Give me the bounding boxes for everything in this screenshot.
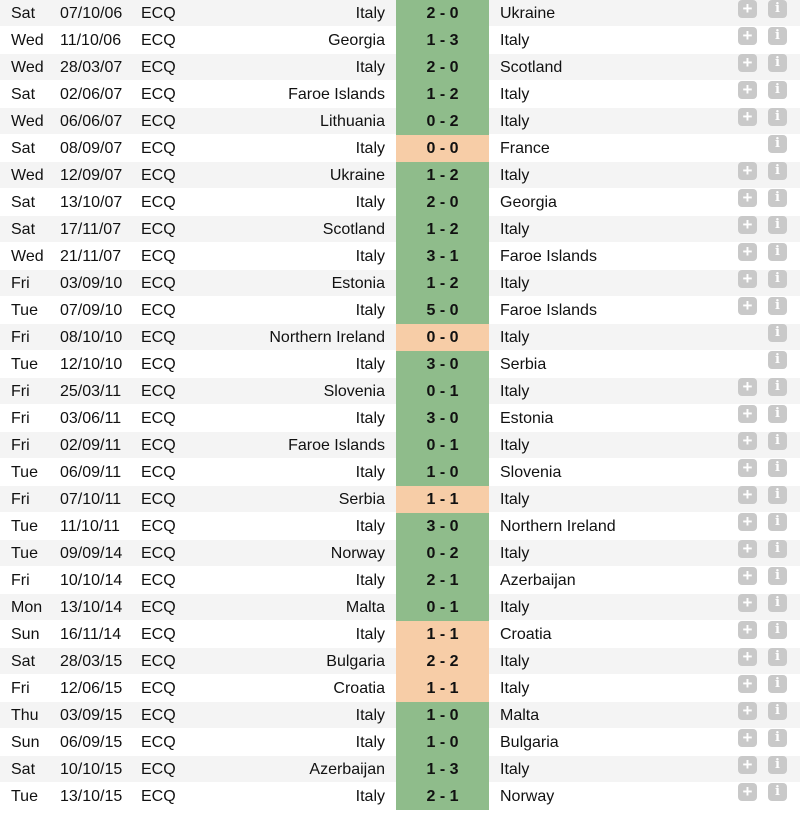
expand-plus-icon[interactable]: + [738, 378, 757, 396]
away-team[interactable]: Bulgaria [500, 734, 559, 751]
match-row [0, 540, 800, 567]
match-score[interactable]: 5 - 0 [396, 297, 489, 324]
match-date: 06/09/11 [60, 464, 122, 481]
home-team[interactable]: Italy [355, 518, 385, 535]
away-team[interactable]: Italy [500, 491, 530, 508]
home-team[interactable]: Northern Ireland [269, 329, 385, 346]
match-info-icon[interactable]: i [768, 108, 787, 126]
match-date: 07/09/10 [60, 302, 123, 319]
away-team[interactable]: Slovenia [500, 464, 562, 481]
match-day: Tue [11, 464, 38, 481]
match-day: Fri [11, 572, 30, 589]
competition: ECQ [141, 491, 176, 508]
match-score[interactable]: 3 - 0 [396, 351, 489, 378]
match-info-icon[interactable]: i [768, 162, 787, 180]
match-score[interactable]: 2 - 2 [396, 648, 489, 675]
expand-plus-icon[interactable]: + [738, 621, 757, 639]
competition: ECQ [141, 356, 176, 373]
match-row [0, 54, 800, 81]
home-team[interactable]: Italy [355, 302, 385, 319]
competition: ECQ [141, 545, 176, 562]
match-day: Sun [11, 734, 40, 751]
competition: ECQ [141, 221, 176, 238]
match-day: Sun [11, 626, 40, 643]
match-score[interactable]: 2 - 1 [396, 567, 489, 594]
away-team[interactable]: Italy [500, 437, 530, 454]
match-day: Fri [11, 680, 30, 697]
competition: ECQ [141, 626, 176, 643]
match-date: 02/06/07 [60, 86, 123, 103]
match-row [0, 783, 800, 810]
expand-plus-icon[interactable]: + [738, 432, 757, 450]
away-team[interactable]: Scotland [500, 59, 563, 76]
match-info-icon[interactable]: i [768, 729, 787, 747]
match-score[interactable]: 1 - 2 [396, 270, 489, 297]
competition: ECQ [141, 599, 176, 616]
expand-plus-icon[interactable]: + [738, 243, 757, 261]
match-day: Tue [11, 518, 38, 535]
match-info-icon[interactable]: i [768, 675, 787, 693]
match-date: 03/09/15 [60, 707, 123, 724]
away-team[interactable]: Faroe Islands [500, 302, 597, 319]
competition: ECQ [141, 59, 176, 76]
competition: ECQ [141, 5, 176, 22]
match-row [0, 675, 800, 702]
match-info-icon[interactable]: i [768, 135, 787, 153]
match-row [0, 756, 800, 783]
match-day: Tue [11, 302, 38, 319]
expand-plus-icon[interactable]: + [738, 675, 757, 693]
home-team[interactable]: Faroe Islands [288, 86, 385, 103]
match-day: Thu [11, 707, 39, 724]
home-team[interactable]: Italy [355, 5, 385, 22]
match-info-icon[interactable]: i [768, 702, 787, 720]
match-info-icon[interactable]: i [768, 81, 787, 99]
expand-plus-icon[interactable]: + [738, 567, 757, 585]
home-team[interactable]: Bulgaria [326, 653, 385, 670]
match-score[interactable]: 0 - 2 [396, 108, 489, 135]
match-row [0, 648, 800, 675]
match-date: 11/10/06 [60, 32, 122, 49]
home-team[interactable]: Malta [345, 599, 385, 616]
match-date: 10/10/14 [60, 572, 123, 589]
match-info-icon[interactable]: i [768, 756, 787, 774]
away-team[interactable]: Italy [500, 653, 530, 670]
expand-plus-icon[interactable]: + [738, 540, 757, 558]
away-team[interactable]: Italy [500, 86, 530, 103]
away-team[interactable]: Italy [500, 32, 530, 49]
expand-plus-icon[interactable]: + [738, 405, 757, 423]
match-date: 07/10/06 [60, 5, 123, 22]
home-team[interactable]: Scotland [322, 221, 385, 238]
expand-plus-icon[interactable]: + [738, 756, 757, 774]
home-team[interactable]: Italy [355, 707, 385, 724]
match-score[interactable]: 3 - 1 [396, 243, 489, 270]
away-team[interactable]: Italy [500, 761, 530, 778]
match-row [0, 513, 800, 540]
away-team[interactable]: Serbia [500, 356, 547, 373]
away-team[interactable]: Italy [500, 275, 530, 292]
expand-plus-icon[interactable]: + [738, 162, 757, 180]
match-row [0, 135, 800, 162]
match-day: Fri [11, 275, 30, 292]
competition: ECQ [141, 32, 176, 49]
match-date: 06/09/15 [60, 734, 123, 751]
match-day: Mon [11, 599, 43, 616]
expand-plus-icon[interactable]: + [738, 702, 757, 720]
match-date: 08/10/10 [60, 329, 123, 346]
match-date: 12/10/10 [60, 356, 123, 373]
match-row [0, 567, 800, 594]
home-team[interactable]: Italy [355, 572, 385, 589]
match-row [0, 594, 800, 621]
home-team[interactable]: Italy [355, 734, 385, 751]
match-date: 12/09/07 [60, 167, 123, 184]
match-day: Sat [11, 761, 36, 778]
competition: ECQ [141, 275, 176, 292]
match-date: 02/09/11 [60, 437, 122, 454]
match-date: 03/06/11 [60, 410, 122, 427]
away-team[interactable]: Italy [500, 167, 530, 184]
home-team[interactable]: Italy [355, 410, 385, 427]
home-team[interactable]: Estonia [331, 275, 385, 292]
match-score[interactable]: 0 - 0 [396, 324, 489, 351]
match-row [0, 189, 800, 216]
away-team[interactable]: Italy [500, 599, 530, 616]
away-team[interactable]: Azerbaijan [500, 572, 576, 589]
match-row [0, 216, 800, 243]
match-row [0, 378, 800, 405]
match-date: 13/10/15 [60, 788, 123, 805]
expand-plus-icon[interactable]: + [738, 486, 757, 504]
away-team[interactable]: Italy [500, 329, 530, 346]
match-info-icon[interactable]: i [768, 783, 787, 801]
home-team[interactable]: Italy [355, 140, 385, 157]
match-score[interactable]: 2 - 0 [396, 54, 489, 81]
competition: ECQ [141, 167, 176, 184]
match-date: 28/03/15 [60, 653, 123, 670]
home-team[interactable]: Norway [330, 545, 385, 562]
match-day: Sat [11, 194, 36, 211]
match-info-icon[interactable]: i [768, 432, 787, 450]
match-date: 13/10/07 [60, 194, 123, 211]
expand-plus-icon[interactable]: + [738, 108, 757, 126]
home-team[interactable]: Italy [355, 464, 385, 481]
match-row [0, 486, 800, 513]
match-info-icon[interactable]: i [768, 270, 787, 288]
match-day: Fri [11, 491, 30, 508]
match-info-icon[interactable]: i [768, 621, 787, 639]
competition: ECQ [141, 761, 176, 778]
match-date: 08/09/07 [60, 140, 123, 157]
match-date: 03/09/10 [60, 275, 123, 292]
match-score[interactable]: 1 - 1 [396, 486, 489, 513]
match-info-icon[interactable]: i [768, 216, 787, 234]
away-team[interactable]: Faroe Islands [500, 248, 597, 265]
match-date: 13/10/14 [60, 599, 123, 616]
match-row [0, 243, 800, 270]
away-team[interactable]: Italy [500, 545, 530, 562]
expand-plus-icon[interactable]: + [738, 513, 757, 531]
match-day: Wed [11, 167, 44, 184]
competition: ECQ [141, 707, 176, 724]
expand-plus-icon[interactable]: + [738, 729, 757, 747]
match-date: 28/03/07 [60, 59, 123, 76]
competition: ECQ [141, 329, 176, 346]
match-score[interactable]: 1 - 2 [396, 162, 489, 189]
match-score[interactable]: 1 - 0 [396, 729, 489, 756]
home-team[interactable]: Italy [355, 626, 385, 643]
match-day: Tue [11, 356, 38, 373]
match-row [0, 27, 800, 54]
match-day: Fri [11, 410, 30, 427]
competition: ECQ [141, 518, 176, 535]
match-row [0, 270, 800, 297]
match-info-icon[interactable]: i [768, 594, 787, 612]
match-day: Fri [11, 329, 30, 346]
match-score[interactable]: 0 - 0 [396, 135, 489, 162]
expand-plus-icon[interactable]: + [738, 459, 757, 477]
match-row [0, 0, 800, 27]
expand-plus-icon[interactable]: + [738, 81, 757, 99]
expand-plus-icon[interactable]: + [738, 270, 757, 288]
competition: ECQ [141, 734, 176, 751]
match-score[interactable]: 1 - 0 [396, 459, 489, 486]
competition: ECQ [141, 383, 176, 400]
away-team[interactable]: Estonia [500, 410, 554, 427]
away-team[interactable]: Norway [500, 788, 555, 805]
home-team[interactable]: Faroe Islands [288, 437, 385, 454]
match-day: Fri [11, 383, 30, 400]
competition: ECQ [141, 680, 176, 697]
match-date: 09/09/14 [60, 545, 123, 562]
match-row [0, 702, 800, 729]
match-score[interactable]: 2 - 1 [396, 783, 489, 810]
away-team[interactable]: Ukraine [500, 5, 556, 22]
competition: ECQ [141, 788, 176, 805]
expand-plus-icon[interactable]: + [738, 54, 757, 72]
expand-plus-icon[interactable]: + [738, 648, 757, 666]
match-day: Wed [11, 59, 44, 76]
match-row [0, 297, 800, 324]
match-day: Sat [11, 221, 36, 238]
competition: ECQ [141, 140, 176, 157]
match-info-icon[interactable]: i [768, 459, 787, 477]
away-team[interactable]: Malta [500, 707, 540, 724]
match-info-icon[interactable]: i [768, 351, 787, 369]
home-team[interactable]: Croatia [333, 680, 385, 697]
match-date: 07/10/11 [60, 491, 122, 508]
competition: ECQ [141, 248, 176, 265]
match-day: Sat [11, 86, 36, 103]
match-info-icon[interactable]: i [768, 0, 787, 18]
match-score[interactable]: 2 - 0 [396, 189, 489, 216]
match-day: Fri [11, 437, 30, 454]
match-info-icon[interactable]: i [768, 27, 787, 45]
match-row [0, 621, 800, 648]
match-row [0, 162, 800, 189]
away-team[interactable]: Georgia [500, 194, 557, 211]
match-info-icon[interactable]: i [768, 378, 787, 396]
competition: ECQ [141, 410, 176, 427]
home-team[interactable]: Italy [355, 194, 385, 211]
match-day: Sat [11, 5, 36, 22]
competition: ECQ [141, 302, 176, 319]
match-score[interactable]: 1 - 1 [396, 621, 489, 648]
match-row [0, 81, 800, 108]
match-date: 17/11/07 [60, 221, 122, 238]
expand-plus-icon[interactable]: + [738, 0, 757, 18]
home-team[interactable]: Italy [355, 356, 385, 373]
home-team[interactable]: Italy [355, 59, 385, 76]
match-date: 10/10/15 [60, 761, 123, 778]
match-day: Wed [11, 113, 44, 130]
match-row [0, 351, 800, 378]
home-team[interactable]: Serbia [338, 491, 385, 508]
match-row [0, 405, 800, 432]
match-info-icon[interactable]: i [768, 405, 787, 423]
match-score[interactable]: 1 - 3 [396, 756, 489, 783]
expand-plus-icon[interactable]: + [738, 27, 757, 45]
match-day: Sat [11, 140, 36, 157]
match-score[interactable]: 3 - 0 [396, 513, 489, 540]
competition: ECQ [141, 86, 176, 103]
expand-plus-icon[interactable]: + [738, 189, 757, 207]
away-team[interactable]: Italy [500, 383, 530, 400]
match-day: Wed [11, 248, 44, 265]
match-date: 11/10/11 [60, 518, 120, 535]
expand-plus-icon[interactable]: + [738, 297, 757, 315]
away-team[interactable]: Italy [500, 680, 530, 697]
home-team[interactable]: Italy [355, 248, 385, 265]
match-score[interactable]: 1 - 1 [396, 675, 489, 702]
match-info-icon[interactable]: i [768, 540, 787, 558]
expand-plus-icon[interactable]: + [738, 594, 757, 612]
away-team[interactable]: France [500, 140, 550, 157]
competition: ECQ [141, 464, 176, 481]
away-team[interactable]: Italy [500, 221, 530, 238]
home-team[interactable]: Lithuania [320, 113, 385, 130]
home-team[interactable]: Ukraine [329, 167, 385, 184]
match-score[interactable]: 2 - 0 [396, 0, 489, 27]
match-score[interactable]: 1 - 2 [396, 216, 489, 243]
match-row [0, 324, 800, 351]
home-team[interactable]: Italy [355, 788, 385, 805]
competition: ECQ [141, 437, 176, 454]
competition: ECQ [141, 653, 176, 670]
away-team[interactable]: Northern Ireland [500, 518, 616, 535]
match-info-icon[interactable]: i [768, 54, 787, 72]
match-score[interactable]: 0 - 1 [396, 432, 489, 459]
match-date: 12/06/15 [60, 680, 123, 697]
match-score[interactable]: 0 - 1 [396, 594, 489, 621]
match-info-icon[interactable]: i [768, 189, 787, 207]
match-date: 21/11/07 [60, 248, 122, 265]
competition: ECQ [141, 194, 176, 211]
away-team[interactable]: Italy [500, 113, 530, 130]
match-info-icon[interactable]: i [768, 567, 787, 585]
match-date: 25/03/11 [60, 383, 122, 400]
match-row [0, 459, 800, 486]
match-info-icon[interactable]: i [768, 297, 787, 315]
match-date: 16/11/14 [60, 626, 122, 643]
match-day: Sat [11, 653, 36, 670]
match-score[interactable]: 1 - 0 [396, 702, 489, 729]
home-team[interactable]: Slovenia [323, 383, 385, 400]
match-row [0, 432, 800, 459]
competition: ECQ [141, 572, 176, 589]
match-info-icon[interactable]: i [768, 243, 787, 261]
match-info-icon[interactable]: i [768, 486, 787, 504]
match-day: Tue [11, 545, 38, 562]
home-team[interactable]: Georgia [328, 32, 385, 49]
match-row [0, 108, 800, 135]
match-score[interactable]: 1 - 2 [396, 81, 489, 108]
match-row [0, 729, 800, 756]
expand-plus-icon[interactable]: + [738, 783, 757, 801]
match-info-icon[interactable]: i [768, 648, 787, 666]
expand-plus-icon[interactable]: + [738, 216, 757, 234]
home-team[interactable]: Azerbaijan [309, 761, 385, 778]
match-score[interactable]: 3 - 0 [396, 405, 489, 432]
match-score[interactable]: 1 - 3 [396, 27, 489, 54]
match-score[interactable]: 0 - 1 [396, 378, 489, 405]
match-day: Wed [11, 32, 44, 49]
competition: ECQ [141, 113, 176, 130]
match-info-icon[interactable]: i [768, 513, 787, 531]
match-date: 06/06/07 [60, 113, 123, 130]
away-team[interactable]: Croatia [500, 626, 552, 643]
match-day: Tue [11, 788, 38, 805]
match-info-icon[interactable]: i [768, 324, 787, 342]
match-score[interactable]: 0 - 2 [396, 540, 489, 567]
